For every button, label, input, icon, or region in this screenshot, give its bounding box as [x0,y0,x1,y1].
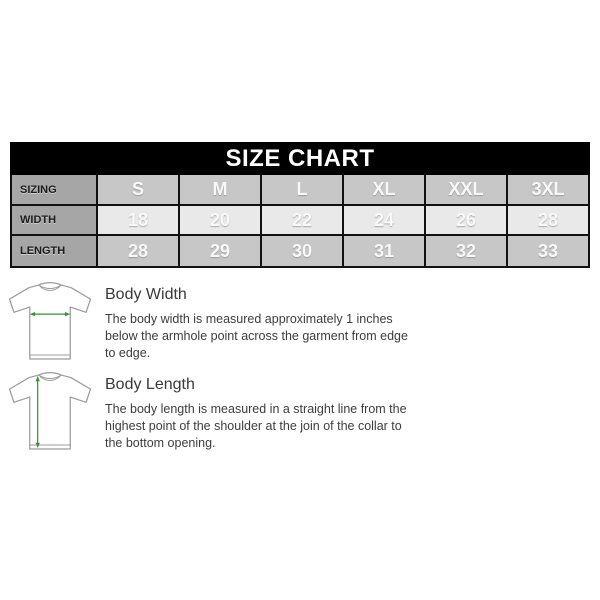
body-width-line-3: to edge. [105,346,151,360]
row-label-width: WIDTH [12,206,96,234]
length-cell-xl: 31 [344,236,424,266]
body-width-line-2: below the armhole point across the garment from edge [105,329,408,343]
size-chart-table [10,142,590,268]
width-cell-xl: 24 [344,206,424,234]
body-length-heading: Body Length [105,376,195,393]
length-cell-s: 28 [98,236,178,266]
body-length-line-3: the bottom opening. [105,436,216,450]
tshirt-body-width-icon [6,278,94,366]
body-width-text [105,286,455,362]
body-length-text [105,376,455,452]
width-cell-l: 22 [262,206,342,234]
size-cell-3xl: 3XL [508,175,588,204]
size-cell-s: S [98,175,178,204]
size-chart-title: SIZE CHART [10,142,590,175]
width-cell-xxl: 26 [426,206,506,234]
size-cell-l: L [262,175,342,204]
length-cell-l: 30 [262,236,342,266]
size-cell-xl: XL [344,175,424,204]
row-label-sizing: SIZING [12,175,96,204]
body-width-heading: Body Width [105,286,187,303]
size-cell-m: M [180,175,260,204]
body-length-line-2: highest point of the shoulder at the join of the collar to [105,419,402,433]
tshirt-body-length-icon [6,368,94,456]
length-cell-3xl: 33 [508,236,588,266]
width-cell-s: 18 [98,206,178,234]
width-cell-3xl: 28 [508,206,588,234]
size-grid [10,175,590,268]
body-length-line-1: The body length is measured in a straight line from the [105,402,407,416]
width-cell-m: 20 [180,206,260,234]
length-cell-m: 29 [180,236,260,266]
length-cell-xxl: 32 [426,236,506,266]
row-label-length: LENGTH [12,236,96,266]
body-width-line-1: The body width is measured approximately 1 inches [105,312,393,326]
size-cell-xxl: XXL [426,175,506,204]
